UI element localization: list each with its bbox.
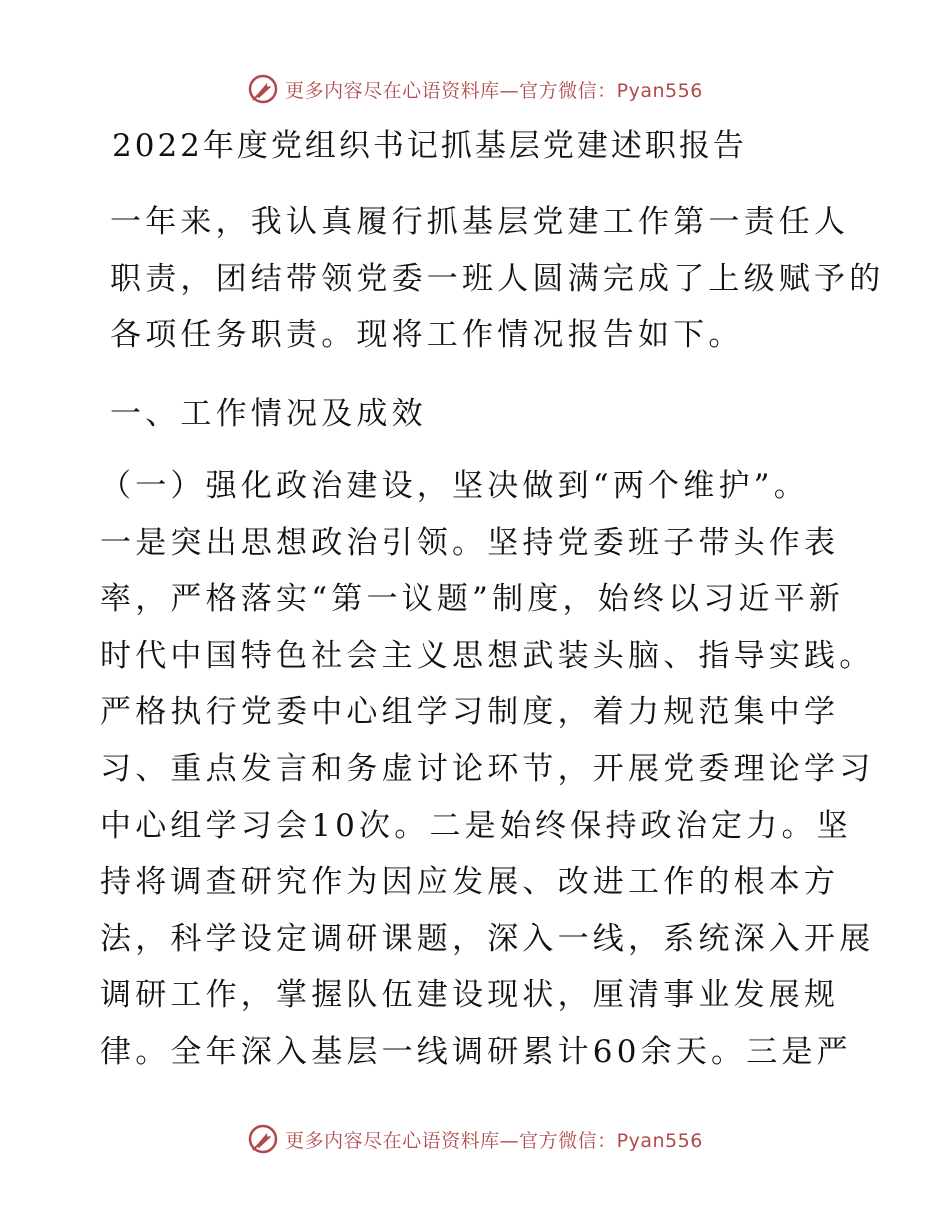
body-line: 法，科学设定调研课题，深入一线，系统深入开展 (100, 920, 875, 957)
document-title: 2022年度党组织书记抓基层党建述职报告 (112, 128, 747, 164)
section-heading: 一、工作情况及成效 (110, 396, 427, 432)
body-line: 律。全年深入基层一线调研累计60余天。三是严 (100, 1033, 852, 1070)
intro-line: 各项任务职责。现将工作情况报告如下。 (110, 317, 744, 354)
watermark-footer (0, 1122, 950, 1156)
body-line: 一是突出思想政治引领。坚持党委班子带头作表 (100, 524, 840, 561)
pen-nib-logo-icon (247, 1123, 279, 1155)
body-line: 中心组学习会10次。二是始终保持政治定力。坚 (100, 807, 852, 844)
watermark-text: 更多内容尽在心语资料库—官方微信：Pyan556 (285, 1129, 703, 1152)
body-line: 严格执行党委中心组学习制度，着力规范集中学 (100, 694, 840, 731)
body-text (100, 458, 874, 1081)
intro-line: 职责，团结带领党委一班人圆满完成了上级赋予的 (110, 260, 885, 297)
body-line: 调研工作，掌握队伍建设现状，厘清事业发展规 (100, 977, 840, 1014)
intro-line: 一年来，我认真履行抓基层党建工作第一责任人 (110, 204, 850, 240)
intro-paragraph (110, 194, 884, 364)
body-line: 时代中国特色社会主义思想武装头脑、指导实践。 (100, 637, 875, 674)
body-line: 习、重点发言和务虚讨论环节，开展党委理论学习 (100, 750, 875, 787)
subsection-heading: （一）强化政治建设，坚决做到“两个维护”。 (100, 468, 809, 504)
watermark-text: 更多内容尽在心语资料库—官方微信：Pyan556 (285, 79, 703, 102)
watermark-header (0, 72, 950, 106)
pen-nib-logo-icon (247, 73, 279, 105)
body-line: 持将调查研究作为因应发展、改进工作的根本方 (100, 864, 840, 901)
body-line: 率，严格落实“第一议题”制度，始终以习近平新 (100, 581, 845, 618)
